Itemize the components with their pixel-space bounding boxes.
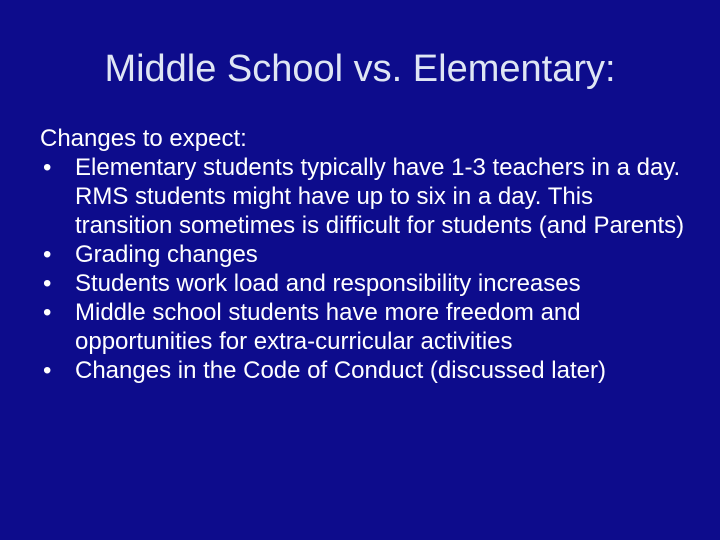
list-item-text: Changes in the Code of Conduct (discussed later) <box>75 357 606 384</box>
bullet-icon: • <box>43 270 52 297</box>
list-item-text: Elementary students typically have 1-3 teachers in a day. RMS students might have up to six in a day. This transition sometimes is difficult for students (and Parents) <box>75 154 685 239</box>
intro-line: Changes to expect: <box>40 125 247 152</box>
list-item <box>40 356 690 385</box>
list-item <box>40 240 690 269</box>
list-item-text: Grading changes <box>75 241 258 268</box>
bullet-icon: • <box>43 241 52 268</box>
slide-title: Middle School vs. Elementary: <box>104 48 616 90</box>
slide-body <box>40 124 690 385</box>
bullet-icon: • <box>43 357 52 384</box>
list-item <box>40 153 690 240</box>
bullet-icon: • <box>43 299 52 326</box>
bullet-list <box>40 153 690 385</box>
bullet-icon: • <box>43 154 52 181</box>
list-item <box>40 298 690 356</box>
list-item <box>40 269 690 298</box>
list-item-text: Students work load and responsibility increases <box>75 270 581 297</box>
list-item-text: Middle school students have more freedom and opportunities for extra-curricular activities <box>75 299 581 355</box>
